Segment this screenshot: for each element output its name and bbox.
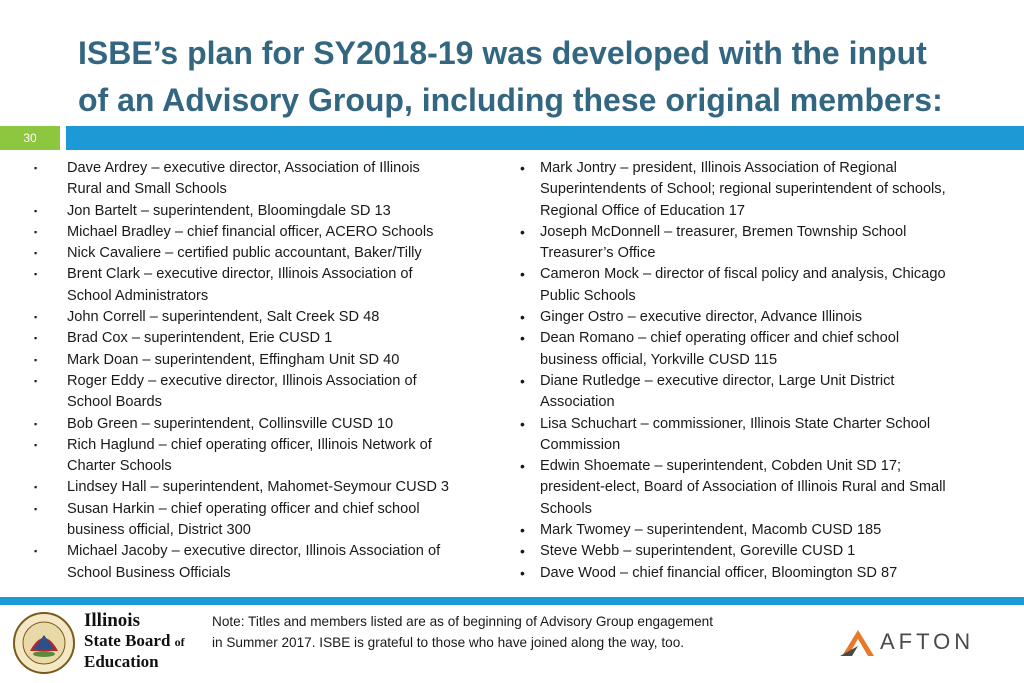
bullet-icon: • [520, 330, 525, 347]
bullet-icon: ▪ [34, 546, 38, 557]
member-text: Joseph McDonnell – treasurer, Bremen Township School [540, 223, 907, 240]
member-item [30, 541, 495, 584]
member-text: Cameron Mock – director of fiscal policy and analysis, Chicago [540, 266, 946, 283]
bullet-icon: ▪ [34, 482, 38, 493]
member-item [30, 477, 495, 498]
header-divider-bar [66, 126, 1024, 150]
member-text: business official, Yorkville CUSD 115 [540, 351, 778, 368]
member-item [30, 264, 495, 307]
member-item [30, 371, 495, 414]
member-text: Mark Jontry – president, Illinois Association of Regional [540, 160, 897, 176]
bullet-icon: ▪ [34, 226, 38, 237]
member-item [518, 307, 998, 328]
member-text: Mark Doan – superintendent, Effingham Unit SD 40 [67, 351, 400, 368]
member-text: Susan Harkin – chief operating officer and chief school [67, 500, 420, 517]
bullet-icon: ▪ [34, 503, 38, 514]
member-text: Commission [540, 436, 621, 453]
illinois-seal-icon [12, 611, 76, 675]
bullet-icon: ▪ [34, 269, 38, 280]
member-text: John Correll – superintendent, Salt Creek SD 48 [67, 309, 380, 326]
bullet-icon: • [520, 160, 525, 176]
footer-note-line-1: Note: Titles and members listed are as of beginning of Advisory Group engagement [212, 614, 713, 629]
member-text: Steve Webb – superintendent, Goreville CUSD 1 [540, 543, 856, 560]
member-text: Michael Jacoby – executive director, Illinois Association of [67, 543, 441, 560]
footer-note-line-2: in Summer 2017. ISBE is grateful to those who have joined along the way, too. [212, 635, 685, 650]
member-text: Roger Eddy – executive director, Illinois Association of [67, 372, 417, 389]
member-item [518, 371, 998, 414]
footer-note [212, 611, 812, 653]
member-text: School Administrators [67, 287, 209, 304]
member-text: business official, District 300 [67, 522, 251, 539]
member-text: Dean Romano – chief operating officer and chief school [540, 330, 900, 347]
member-text: Lisa Schuchart – commissioner, Illinois State Charter School [540, 415, 931, 432]
member-text: Mark Twomey – superintendent, Macomb CUSD 185 [540, 522, 882, 539]
bullet-icon: • [520, 309, 525, 326]
bullet-icon: • [520, 458, 525, 475]
bullet-icon: • [520, 522, 525, 539]
member-text: Dave Ardrey – executive director, Association of Illinois [67, 160, 420, 176]
member-item [30, 435, 495, 478]
isbe-line-state-board: State Board [84, 631, 171, 650]
member-item [30, 201, 495, 222]
member-text: Jon Bartelt – superintendent, Bloomingdale SD 13 [67, 202, 391, 219]
member-text: Dave Wood – chief financial officer, Bloomington SD 87 [540, 564, 898, 581]
member-item [518, 222, 998, 265]
bullet-icon: ▪ [34, 248, 38, 259]
member-item [30, 350, 495, 371]
member-text: president-elect, Board of Association of Illinois Rural and Small [540, 479, 946, 496]
member-item [518, 456, 998, 520]
bullet-icon: • [520, 266, 525, 283]
member-item [518, 520, 998, 541]
member-text: Treasurer’s Office [540, 245, 656, 262]
member-text: Charter Schools [67, 458, 172, 475]
bullet-icon: ▪ [34, 375, 38, 386]
title-line-1: ISBE’s plan for SY2018-19 was developed with the input [78, 35, 927, 71]
member-text: Ginger Ostro – executive director, Advance Illinois [540, 309, 863, 326]
member-item [30, 414, 495, 435]
member-item [518, 158, 998, 222]
member-text: School Business Officials [67, 564, 231, 581]
member-item [30, 222, 495, 243]
bullet-icon: ▪ [34, 439, 38, 450]
member-text: Association [540, 394, 615, 411]
isbe-of: of [174, 635, 185, 649]
member-item [518, 541, 998, 562]
member-text: Brent Clark – executive director, Illinois Association of [67, 266, 413, 283]
member-item [518, 328, 998, 371]
afton-wordmark: AFTON [880, 629, 975, 654]
member-text: Superintendents of School; regional superintendent of schools, [540, 181, 946, 198]
member-text: Regional Office of Education 17 [540, 202, 745, 219]
bullet-icon: ▪ [34, 163, 38, 173]
bullet-icon: ▪ [34, 418, 38, 429]
members-list-right [518, 158, 998, 584]
afton-chevron-logo-icon [838, 626, 878, 658]
bullet-icon: • [520, 372, 525, 389]
member-item [30, 158, 495, 201]
bullet-icon: • [520, 564, 525, 581]
bullet-icon: ▪ [34, 312, 38, 323]
isbe-logo-text [84, 611, 185, 671]
member-item [518, 414, 998, 457]
bullet-icon: • [520, 543, 525, 560]
member-item [518, 563, 998, 584]
member-text: Public Schools [540, 287, 636, 304]
member-item [518, 264, 998, 307]
bullet-icon: • [520, 223, 525, 240]
members-list-left [30, 158, 495, 584]
page-number-badge: 30 [0, 126, 60, 150]
member-text: School Boards [67, 394, 162, 411]
member-text: Michael Bradley – chief financial officer, ACERO Schools [67, 223, 434, 240]
member-text: Rich Haglund – chief operating officer, Illinois Network of [67, 436, 432, 453]
member-text: Schools [540, 500, 592, 517]
bullet-icon: ▪ [34, 205, 38, 216]
bullet-icon: ▪ [34, 354, 38, 365]
member-text: Edwin Shoemate – superintendent, Cobden Unit SD 17; [540, 458, 902, 475]
member-text: Diane Rutledge – executive director, Large Unit District [540, 372, 895, 389]
bullet-icon: ▪ [34, 333, 38, 344]
title-line-2: of an Advisory Group, including these original members: [78, 82, 943, 118]
member-text: Brad Cox – superintendent, Erie CUSD 1 [67, 330, 333, 347]
member-item [30, 243, 495, 264]
footer-divider-bar [0, 597, 1024, 605]
member-text: Rural and Small Schools [67, 181, 227, 198]
member-item [30, 307, 495, 328]
member-item [30, 499, 495, 542]
bullet-icon: • [520, 415, 525, 432]
slide-title [78, 30, 998, 124]
isbe-line-education: Education [84, 652, 159, 671]
member-item [30, 328, 495, 349]
member-text: Lindsey Hall – superintendent, Mahomet-Seymour CUSD 3 [67, 479, 450, 496]
member-text: Bob Green – superintendent, Collinsville CUSD 10 [67, 415, 394, 432]
isbe-line-illinois: Illinois [84, 610, 140, 631]
afton-logo [838, 624, 974, 660]
member-text: Nick Cavaliere – certified public accountant, Baker/Tilly [67, 245, 422, 262]
